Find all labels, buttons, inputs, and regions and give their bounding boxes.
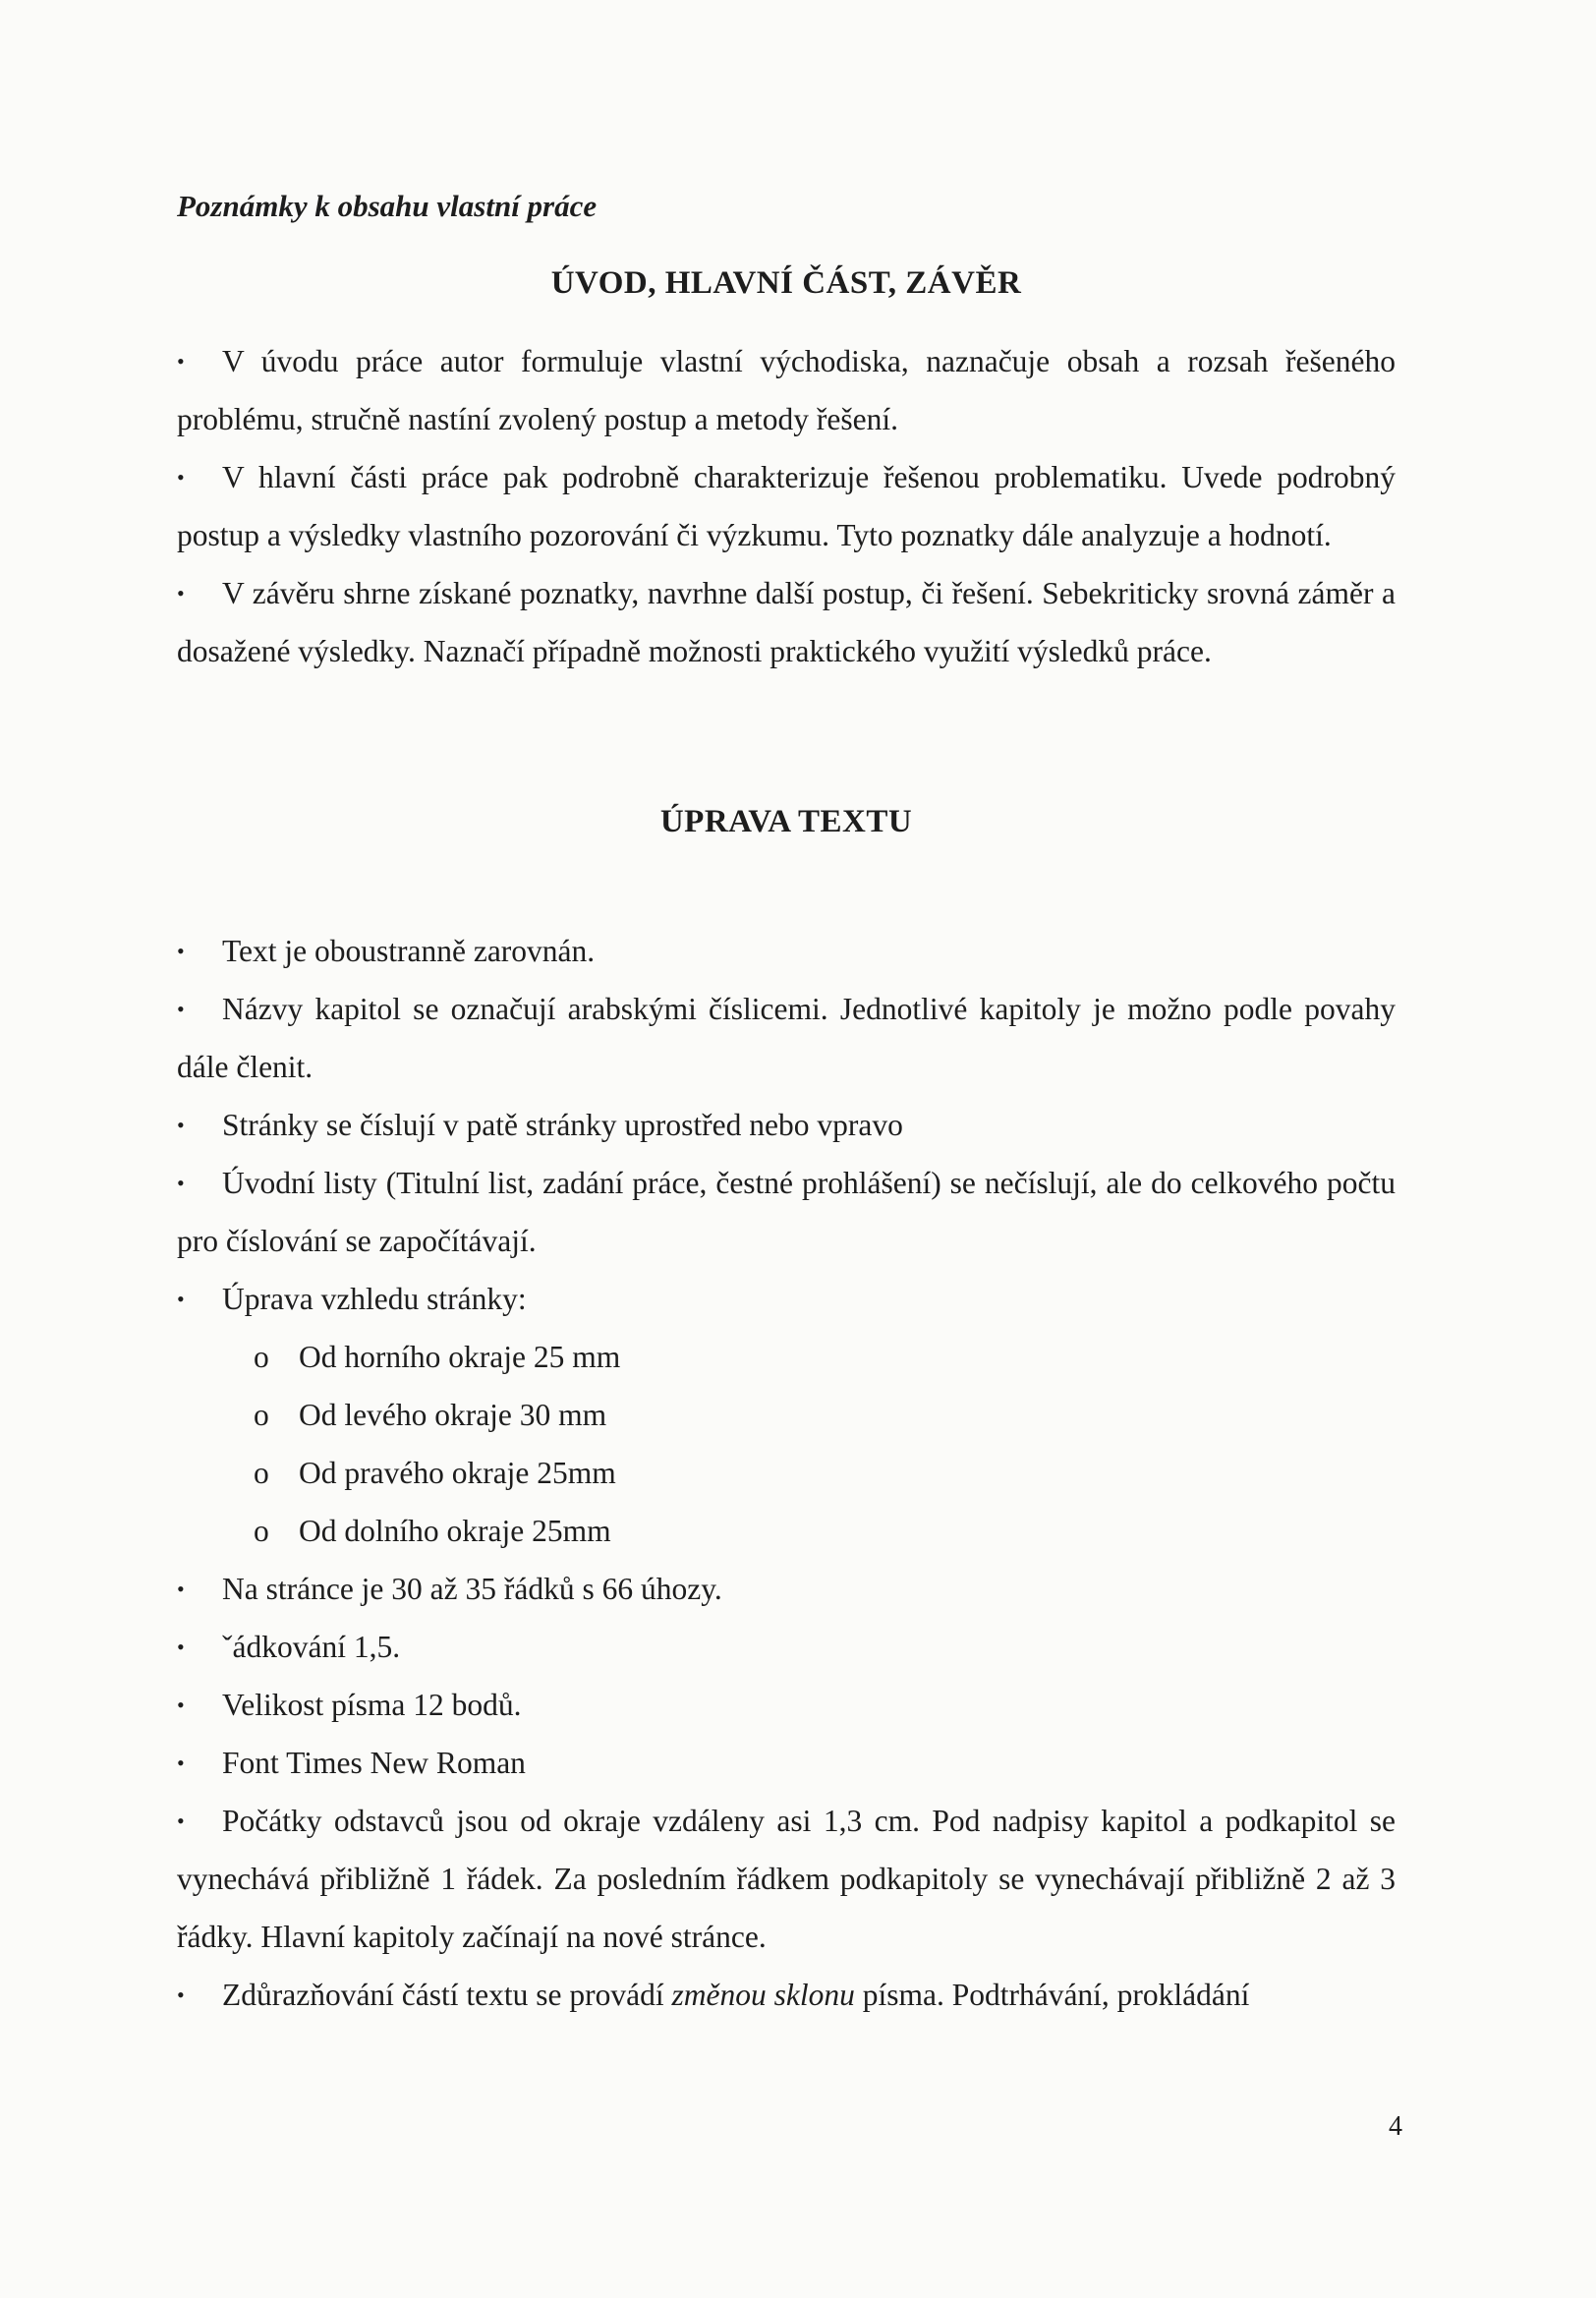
circle-bullet-icon: o (254, 1398, 269, 1432)
circle-bullet-icon: o (254, 1514, 269, 1548)
margin-item-right: o Od pravého okraje 25mm (254, 1444, 1396, 1502)
bullet-icon: • (177, 1751, 185, 1775)
list-item: • Stránky se číslují v patě stránky uprostřed nebo vpravo (177, 1096, 1396, 1154)
list-item: • ˇádkování 1,5. (177, 1618, 1396, 1676)
emphasized-text: změnou sklonu (671, 1978, 855, 2012)
paragraph-main-part: • V hlavní části práce pak podrobně charakterizuje řešenou problematiku. Uvede podrobný postup a výsledky vlastního pozorování či výzkumu. Tyto poznatky dále analyzuje a hodnotí. (177, 448, 1396, 564)
margins-list (177, 1328, 1396, 1560)
bullet-icon: • (177, 1693, 185, 1717)
list-item: • Názvy kapitol se označují arabskými číslicemi. Jednotlivé kapitoly je možno podle povahy dále členit. (177, 980, 1396, 1096)
bullet-icon: • (177, 581, 185, 605)
bullet-icon: • (177, 939, 185, 963)
bullet-icon: • (177, 465, 185, 489)
bullet-icon: • (177, 1982, 185, 2007)
document-page (177, 187, 1396, 2024)
circle-bullet-icon: o (254, 1340, 269, 1374)
section-title-formatting: ÚPRAVA TEXTU (659, 804, 913, 839)
margin-item-left: o Od levého okraje 30 mm (254, 1386, 1396, 1444)
bullet-icon: • (177, 997, 185, 1021)
bullet-icon: • (177, 1171, 185, 1195)
list-item: • Text je oboustranně zarovnán. (177, 922, 1396, 980)
paragraph-conclusion: • V závěru shrne získané poznatky, navrhne další postup, či řešení. Sebekriticky srovná záměr a dosažené výsledky. Naznačí případně možnosti praktického využití výsledků práce. (177, 564, 1396, 680)
list-item: • Úprava vzhledu stránky: (177, 1270, 1396, 1328)
bullet-icon: • (177, 1577, 185, 1601)
bullet-icon: • (177, 1635, 185, 1659)
list-item: • Zdůrazňování částí textu se provádí změnou sklonu písma. Podtrhávání, prokládání (177, 1966, 1396, 2024)
bullet-icon: • (177, 349, 185, 373)
list-item: • Font Times New Roman (177, 1734, 1396, 1792)
paragraph-intro: • V úvodu práce autor formuluje vlastní východiska, naznačuje obsah a rozsah řešeného problému, stručně nastíní zvolený postup a metody řešení. (177, 332, 1396, 448)
margin-item-top: o Od horního okraje 25 mm (254, 1328, 1396, 1386)
circle-bullet-icon: o (254, 1456, 269, 1490)
section-title-intro: ÚVOD, HLAVNÍ ČÁST, ZÁVĚR (550, 265, 1022, 301)
list-item: • Počátky odstavců jsou od okraje vzdáleny asi 1,3 cm. Pod nadpisy kapitol a podkapitol se vynechává přibližně 1 řádek. Za posledním řádkem podkapitoly se vynechávají přibližně 2 až 3 řádky. Hlavní kapitoly začínají na nové stránce. (177, 1792, 1396, 1966)
page-number: 4 (1389, 2111, 1402, 2142)
list-item: • Úvodní listy (Titulní list, zadání práce, čestné prohlášení) se nečíslují, ale do celkového počtu pro číslování se započítávají. (177, 1154, 1396, 1270)
list-item: • Na stránce je 30 až 35 řádků s 66 úhozy. (177, 1560, 1396, 1618)
document-heading: Poznámky k obsahu vlastní práce (177, 189, 598, 223)
list-item: • Velikost písma 12 bodů. (177, 1676, 1396, 1734)
bullet-icon: • (177, 1113, 185, 1137)
bullet-icon: • (177, 1809, 185, 1833)
bullet-icon: • (177, 1287, 185, 1311)
margin-item-bottom: o Od dolního okraje 25mm (254, 1502, 1396, 1560)
